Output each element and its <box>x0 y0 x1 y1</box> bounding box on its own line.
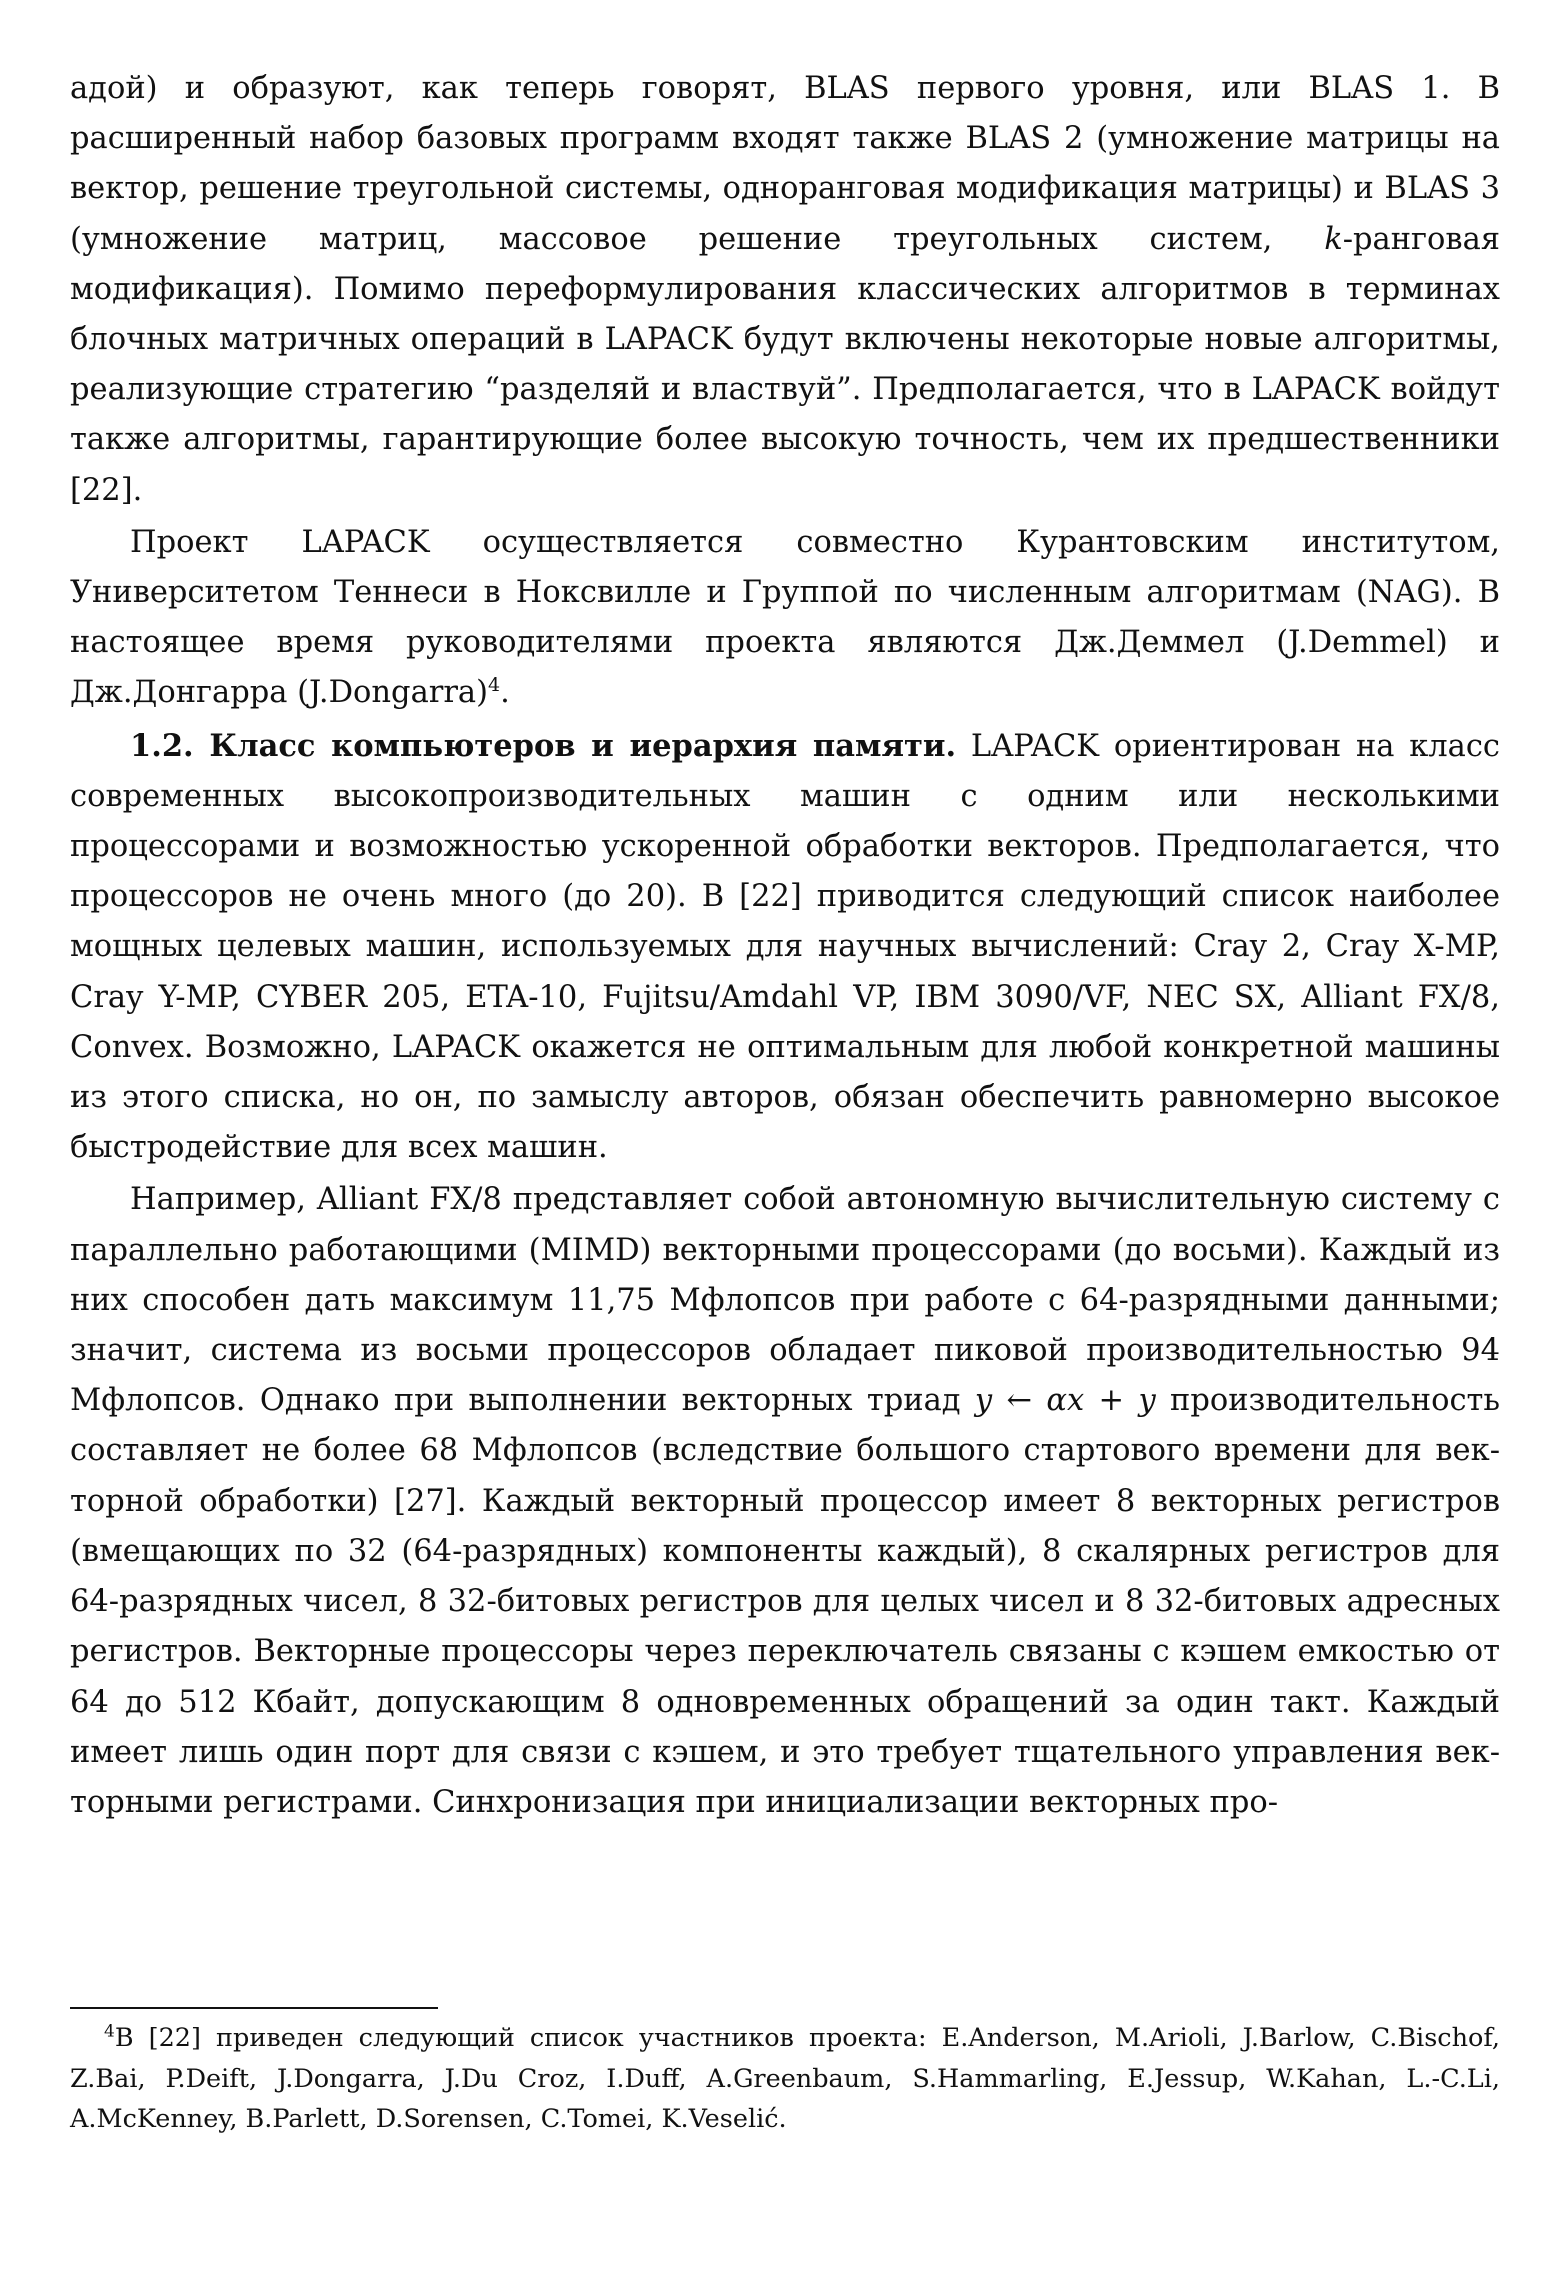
section-1-2 <box>70 721 1500 1174</box>
formula-vector-triad: y ← αx + y <box>974 1383 1156 1419</box>
paragraph-alliant <box>70 1175 1500 1828</box>
paragraph-text: Например, Alliant FX/8 представляет собой автономную вычислительную систему с параллельно работающими (MIMD) векторными процессорами (до восьми). Каждый из них способен дать максимум 11,75 Мфлопсов при работе с 64-разрядными данными; значит, система из восьми процессоров обладает пиковой производительностью 94 Мфлопсов. Однако при выполнении векторных триад <box>70 1182 1500 1419</box>
paragraph-lapack-project <box>70 518 1500 719</box>
section-heading: 1.2. Класс компьютеров и иерархия памяти. <box>130 727 957 764</box>
paragraph-text: адой) и образуют, как теперь говорят, BLAS первого уровня, или BLAS 1. В расширенный набор базовых программ входят также BLAS 2 (умножение матрицы на вектор, решение треугольной системы, одноранговая модификация матрицы) и BLAS 3 (умножение матриц, массовое решение треугольных систем, <box>70 71 1500 257</box>
paragraph-end: . <box>500 675 510 711</box>
paragraph-blas-levels <box>70 64 1500 516</box>
footnote-area <box>70 2018 1500 2140</box>
section-text: LAPACK ориентирован на класс современных высокопроизводительных машин с одним или несколькими процессорами и возможностью ускоренной обработки векторов. Предполагается, что процессоров не очень много (до 20). В [22] приводится следующий список наиболее мощных целевых машин, используемых для научных вычислений: Cray 2, Cray X-MP, Cray Y-MP, CYBER 205, ETA-10, Fujitsu/Amdahl VP, IBM 3090/VF, NEC SX, Alliant FX/8, Convex. Возможно, LAPACK окажется не оптимальным для любой конкретной машины из этого списка, но он, по замыслу авторов, обязан обеспечить равномерно высокое быстродействие для всех машин. <box>70 728 1500 1166</box>
paragraph-text: Проект LAPACK осуществляется совместно Курантовским институтом, Университетом Теннеси в Ноксвилле и Группой по численным алгоритмам (NAG). В настоящее время руководителями проекта являются Дж.Деммел (J.Demmel) и Дж.Донгарра (J.Dongarra) <box>70 524 1500 711</box>
page-body <box>70 64 1500 1830</box>
paragraph-text-continued: производительность составляет не более 68 Мфлопсов (вследствие большого стартового времени для векторной обработки) [27]. Каждый векторный процессор имеет 8 векторных регистров (вмещающих по 32 (64-разрядных) компоненты каждый), 8 скалярных регистров для 64-разрядных чисел, 8 32-битовых регистров для целых чисел и 8 32-битовых адресных регистров. Векторные процессоры через переключатель связаны с кэшем емкостью от 64 до 512 Кбайт, допускающим 8 одновременных обращений за один такт. Каждый имеет лишь один порт для связи с кэшем, и это требует тщательного управления векторными регистрами. Синхронизация при инициализации векторных про- <box>70 1383 1501 1820</box>
footnote-divider <box>70 2007 438 2009</box>
paragraph-text-continued: -ранговая модификация). Помимо переформулирования классических алгоритмов в терминах блочных матричных операций в LAPACK будут включены некоторые новые алгоритмы, реализующие стратегию “разделяй и властвуй”. Предполагается, что в LAPACK войдут также алгоритмы, гарантирующие более высокую точность, чем их предшественники [22]. <box>70 221 1500 508</box>
math-k: k <box>1324 221 1343 257</box>
footnote-4 <box>70 2018 1500 2140</box>
footnote-text: В [22] приведен следующий список участников проекта: E.Anderson, M.Arioli, J.Barlow, C.Bischof, Z.Bai, P.Deift, J.Dongarra, J.Du Croz, I.Duff, A.Greenbaum, S.Hammarling, E.Jessup, W.Kahan, L.-C.Li, A.McKenney, B.Parlett, D.Sorensen, C.Tomei, K.Veselić. <box>70 2023 1500 2134</box>
footnote-reference[interactable]: 4 <box>488 674 501 697</box>
footnote-mark: 4 <box>104 2021 115 2042</box>
